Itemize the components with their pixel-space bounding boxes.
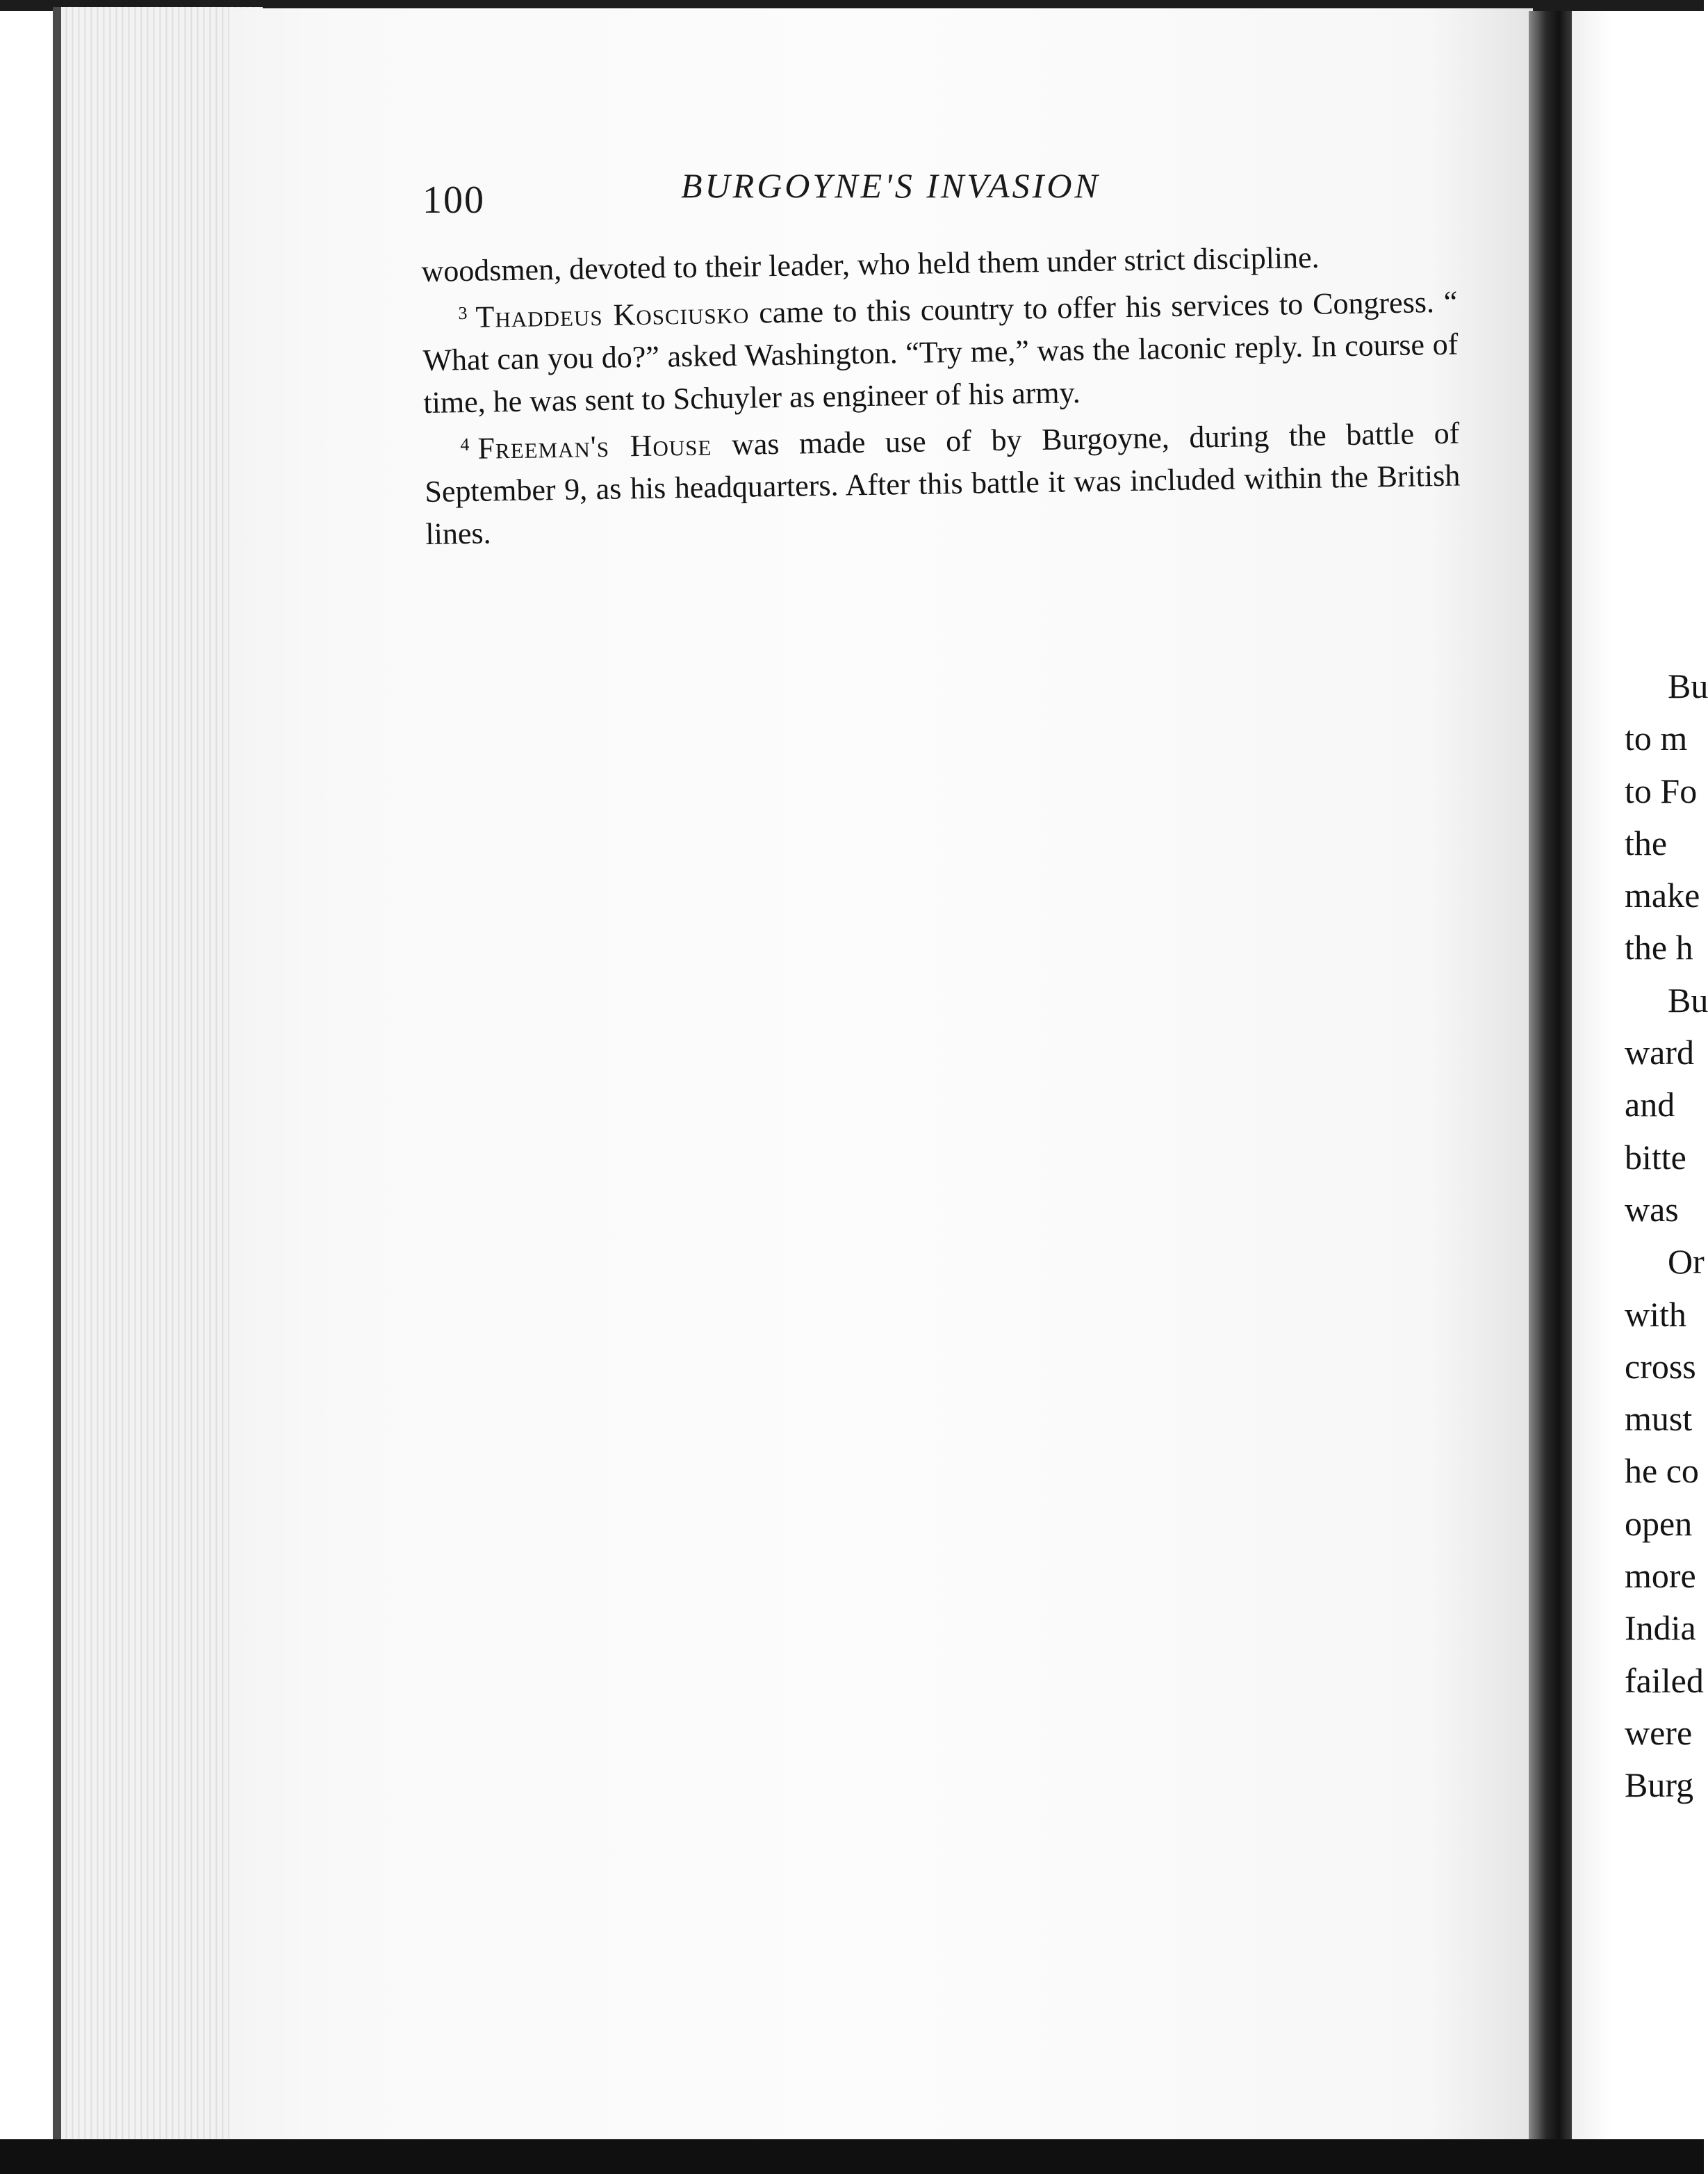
right-line: to m — [1625, 719, 1688, 758]
scanner-bottom-band — [0, 2139, 1704, 2174]
right-line: with — [1625, 1294, 1686, 1334]
footnote-3 — [422, 277, 1459, 424]
right-line: Bu — [1668, 667, 1708, 705]
right-line: must — [1625, 1399, 1693, 1439]
footnote-4-subject: Freeman's House — [477, 427, 712, 466]
right-line: more — [1625, 1556, 1696, 1596]
page-number: 100 — [422, 179, 485, 222]
right-line: to Fo — [1625, 771, 1698, 810]
footnote-3-text: came to this country to offer his services to Congress. “ What can you do?” asked Washington. “Try me,” was the laconic reply. In course of time, he was sent to Schuyler as engineer of his army. — [422, 284, 1459, 420]
right-line: Bu — [1668, 980, 1708, 1020]
footnote-4-number: 4 — [460, 434, 470, 455]
right-line: the h — [1625, 928, 1693, 967]
right-line: bitte — [1625, 1137, 1686, 1177]
footnotes — [421, 234, 1461, 555]
right-line: open — [1625, 1503, 1693, 1543]
right-line: the — [1625, 823, 1668, 863]
footnote-4 — [424, 408, 1461, 555]
right-line: cross — [1625, 1346, 1696, 1386]
right-page-text — [1625, 660, 1708, 1812]
footnote-3-subject: Thaddeus Kosciusko — [475, 295, 750, 334]
right-line: was — [1625, 1189, 1679, 1229]
right-line: ward — [1625, 1033, 1694, 1072]
footnote-4-text: was made use of by Burgoyne, during the battle of September 9, as his headquarters. After this battle it was included within the British lines. — [425, 416, 1461, 551]
right-line: failed — [1625, 1660, 1704, 1700]
running-head: BURGOYNE'S INVASION — [681, 166, 1101, 205]
right-line: India — [1625, 1608, 1696, 1648]
right-line: make — [1625, 876, 1700, 915]
right-line: and — [1625, 1085, 1675, 1125]
right-line: Or — [1668, 1242, 1705, 1282]
right-line: he co — [1625, 1451, 1699, 1491]
footnote-3-number: 3 — [458, 302, 468, 324]
book-gutter — [1529, 11, 1572, 2139]
footnote-continuation: woodsmen, devoted to their leader, who held them under strict discipline. — [421, 240, 1320, 288]
right-line: were — [1625, 1713, 1693, 1752]
right-line: Burg — [1625, 1765, 1694, 1805]
book-cover-edge — [53, 7, 61, 2139]
